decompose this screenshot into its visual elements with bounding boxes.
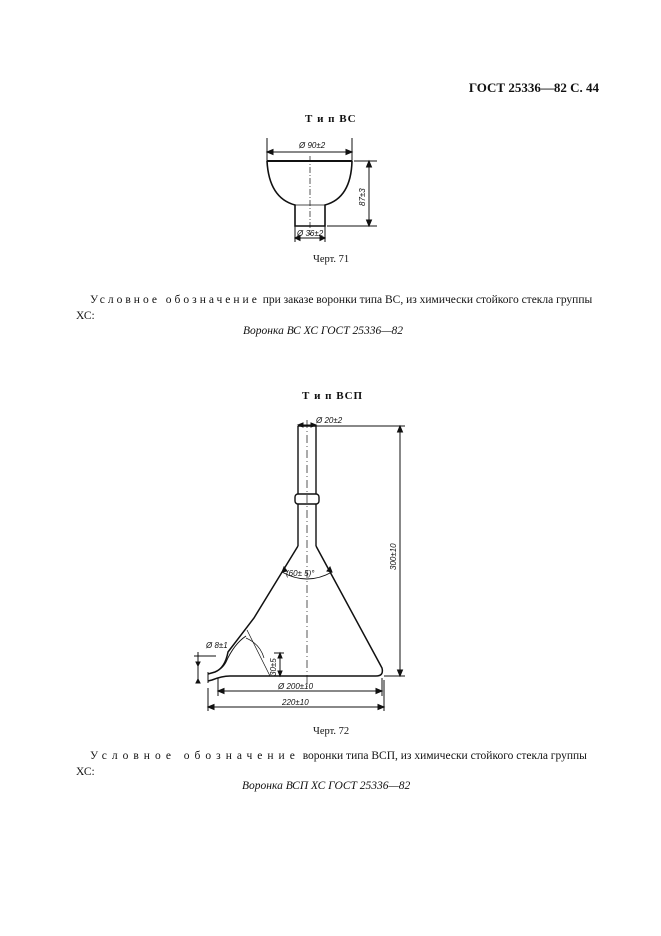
dim-vsp-spout: Ø 8±1	[206, 641, 228, 650]
dim-vs-height: 87±3	[358, 188, 367, 206]
dim-vsp-height: 300±10	[389, 543, 398, 570]
note-vsp-lead: Условное обозначение	[90, 750, 300, 762]
note-vs	[76, 292, 600, 324]
formula-vs: Воронка ВС ХС ГОСТ 25336—82	[243, 325, 403, 337]
caption-chert-72: Черт. 72	[313, 726, 350, 737]
formula-vsp: Воронка ВСП ХС ГОСТ 25336—82	[242, 780, 411, 792]
page-header: ГОСТ 25336—82 С. 44	[468, 80, 599, 95]
dim-vs-bottom: Ø 36±2	[297, 229, 324, 238]
dim-vsp-total: 220±10	[282, 698, 309, 707]
dim-vsp-stem: Ø 20±2	[316, 416, 343, 425]
dim-vsp-base: Ø 200±10	[278, 682, 314, 691]
note-vs-text: при заказе воронки типа ВС, из химически стойкого стекла группы ХС:	[76, 294, 593, 322]
type-vs-title: Т и п ВС	[305, 113, 357, 125]
note-vsp-text: воронки типа ВСП, из химически стойкого стекла группы ХС:	[76, 750, 587, 778]
note-vsp	[76, 748, 600, 780]
dim-vsp-spout-height: 30±5	[269, 658, 278, 676]
type-vsp-title: Т и п ВСП	[302, 390, 364, 402]
dim-vsp-angle: (60± 5)°	[286, 569, 315, 578]
caption-chert-71: Черт. 71	[313, 254, 350, 265]
funnel-vs-drawing	[255, 130, 385, 250]
funnel-vsp-drawing	[190, 408, 410, 718]
note-vs-lead: Условное обозначение	[90, 294, 260, 306]
dim-vs-top: Ø 90±2	[299, 141, 326, 150]
